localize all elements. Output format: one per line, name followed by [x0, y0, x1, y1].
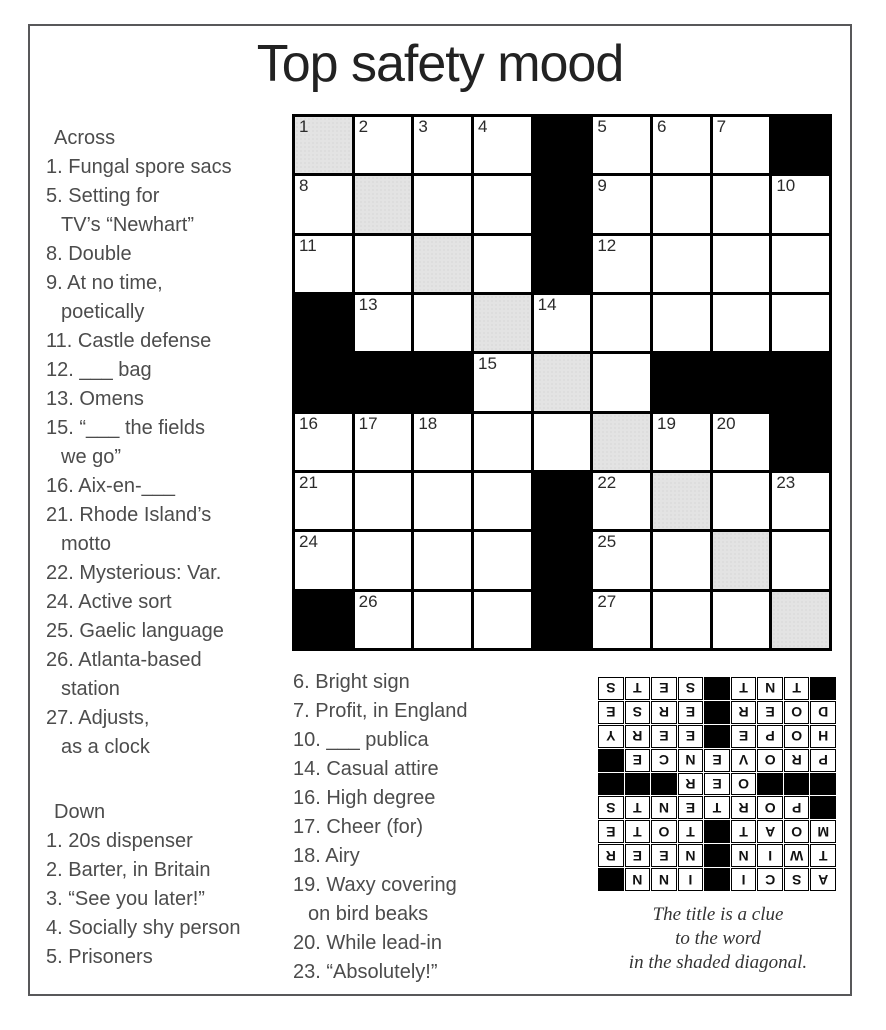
grid-cell[interactable]: [772, 532, 829, 588]
grid-cell[interactable]: [772, 473, 829, 529]
cell-number: 12: [597, 235, 617, 255]
clue-line: 5. Setting for: [46, 185, 160, 207]
grid-cell[interactable]: [534, 414, 591, 470]
clue-line: 24. Active sort: [46, 591, 172, 613]
cell-number: 7: [716, 117, 727, 136]
solution-letter-cell: E: [678, 796, 704, 819]
block-cell: [713, 354, 770, 410]
solution-block-cell: [598, 749, 624, 772]
solution-letter-cell: R: [731, 701, 757, 724]
solution-letter-cell: E: [651, 677, 677, 700]
clue-line: as a clock: [61, 736, 150, 758]
solution-letter-cell: R: [651, 701, 677, 724]
cell-number: 1: [299, 117, 309, 136]
clue-line: on bird beaks: [308, 903, 429, 925]
solution-letter-cell: E: [625, 844, 651, 867]
cell-number: 11: [299, 235, 317, 255]
grid-cell[interactable]: [414, 592, 471, 648]
solution-letter-cell: E: [678, 725, 704, 748]
solution-block-cell: [598, 773, 624, 796]
grid-cell[interactable]: [713, 473, 770, 529]
grid-cell[interactable]: [772, 176, 829, 232]
solution-block-cell: [704, 677, 730, 700]
cell-number: 18: [418, 413, 438, 433]
solution-letter-cell: T: [625, 677, 651, 700]
cell-number: 6: [657, 117, 667, 136]
block-cell: [295, 354, 352, 410]
block-cell: [295, 592, 352, 648]
grid-cell[interactable]: [414, 117, 471, 173]
block-cell: [653, 354, 710, 410]
cell-number: 4: [478, 117, 488, 136]
solution-letter-cell: N: [731, 844, 757, 867]
grid-cell[interactable]: [534, 295, 591, 351]
clue-line: 10. ___ publica: [293, 729, 429, 751]
solution-letter-cell: N: [757, 677, 783, 700]
shaded-grid-cell[interactable]: [474, 295, 531, 351]
down-clue-list-continued: [293, 668, 585, 987]
grid-cell[interactable]: [474, 354, 531, 410]
solution-letter-cell: O: [651, 820, 677, 843]
clue-line: poetically: [61, 301, 145, 323]
grid-cell[interactable]: [713, 117, 770, 173]
clue-line: 12. ___ bag: [46, 359, 152, 381]
solution-letter-cell: I: [731, 868, 757, 891]
solution-letter-cell: T: [731, 820, 757, 843]
clue-line: 17. Cheer (for): [293, 816, 424, 838]
grid-cell[interactable]: [593, 473, 650, 529]
clue-line: 20. While lead-in: [293, 932, 442, 954]
solution-letter-cell: O: [784, 725, 810, 748]
solution-letter-cell: O: [757, 749, 783, 772]
clue-line: 18. Airy: [293, 845, 360, 867]
solution-letter-cell: O: [784, 701, 810, 724]
block-cell: [534, 236, 591, 292]
grid-cell[interactable]: [713, 592, 770, 648]
clue-line: 16. High degree: [293, 787, 436, 809]
grid-cell[interactable]: [355, 592, 412, 648]
grid-cell[interactable]: [414, 414, 471, 470]
clue-line: 27. Adjusts,: [46, 707, 150, 729]
block-cell: [772, 117, 829, 173]
clue-line: motto: [61, 533, 112, 555]
left-clue-column: [46, 124, 298, 972]
solution-letter-cell: E: [731, 725, 757, 748]
grid-cell[interactable]: [295, 414, 352, 470]
solution-letter-cell: E: [651, 844, 677, 867]
solution-letter-cell: A: [757, 820, 783, 843]
block-cell: [772, 414, 829, 470]
block-cell: [355, 354, 412, 410]
grid-cell[interactable]: [355, 295, 412, 351]
clue-line: 7. Profit, in England: [293, 700, 468, 722]
solution-letter-cell: E: [678, 701, 704, 724]
shaded-grid-cell[interactable]: [593, 414, 650, 470]
cell-number: 3: [418, 117, 428, 136]
clue-line: 11. Castle defense: [46, 330, 212, 352]
grid-cell[interactable]: [593, 592, 650, 648]
grid-cell[interactable]: [414, 176, 471, 232]
crossword-grid: [292, 114, 832, 651]
block-cell: [295, 295, 352, 351]
grid-cell[interactable]: [474, 236, 531, 292]
solution-letter-cell: S: [678, 677, 704, 700]
clue-line: 4. Socially shy person: [46, 917, 241, 939]
solution-letter-cell: A: [810, 868, 836, 891]
hint-note: [570, 903, 866, 975]
hint-note-line: to the word: [675, 928, 761, 949]
solution-letter-cell: N: [678, 844, 704, 867]
solution-letter-cell: C: [757, 868, 783, 891]
solution-letter-cell: S: [784, 868, 810, 891]
grid-cell[interactable]: [653, 295, 710, 351]
block-cell: [534, 117, 591, 173]
solution-block-cell: [704, 844, 730, 867]
solution-block-cell: [651, 773, 677, 796]
solution-letter-cell: I: [757, 844, 783, 867]
clue-line: 5. Prisoners: [46, 946, 153, 968]
solution-letter-cell: E: [598, 701, 624, 724]
solution-block-cell: [704, 725, 730, 748]
solution-letter-cell: E: [704, 749, 730, 772]
clue-line: 2. Barter, in Britain: [46, 859, 211, 881]
block-cell: [534, 176, 591, 232]
solution-letter-cell: N: [678, 749, 704, 772]
grid-cell[interactable]: [474, 532, 531, 588]
grid-cell[interactable]: [355, 532, 412, 588]
clue-line: 19. Waxy covering: [293, 874, 457, 896]
grid-cell[interactable]: [713, 176, 770, 232]
solution-letter-cell: O: [784, 820, 810, 843]
clue-line: 22. Mysterious: Var.: [46, 562, 222, 584]
cell-number: 26: [358, 591, 378, 611]
shaded-grid-cell[interactable]: [295, 117, 352, 173]
solution-block-cell: [625, 773, 651, 796]
grid-cell[interactable]: [474, 176, 531, 232]
grid-cell[interactable]: [414, 532, 471, 588]
cell-number: 22: [597, 472, 617, 492]
solution-letter-cell: Y: [598, 725, 624, 748]
clue-line: 9. At no time,: [46, 272, 163, 294]
cell-number: 17: [358, 413, 378, 433]
clue-line: TV’s “Newhart”: [61, 214, 194, 236]
solution-letter-cell: P: [757, 725, 783, 748]
grid-cell[interactable]: [593, 354, 650, 410]
grid-cell[interactable]: [713, 295, 770, 351]
solution-letter-cell: N: [625, 868, 651, 891]
across-clue-list: [46, 153, 298, 762]
solution-letter-cell: T: [810, 844, 836, 867]
shaded-grid-cell[interactable]: [355, 176, 412, 232]
clue-line: 6. Bright sign: [293, 671, 410, 693]
clue-line: 1. Fungal spore sacs: [46, 156, 232, 178]
cell-number: 24: [299, 532, 318, 552]
column-spacer: [46, 762, 298, 798]
solution-block-cell: [704, 820, 730, 843]
solution-block-cell: [598, 868, 624, 891]
grid-cell[interactable]: [295, 532, 352, 588]
block-cell: [534, 592, 591, 648]
grid-cell[interactable]: [474, 117, 531, 173]
across-heading: Across: [54, 127, 116, 149]
cell-number: 2: [358, 117, 369, 136]
solution-block-cell: [704, 701, 730, 724]
clue-line: 8. Double: [46, 243, 132, 265]
solution-letter-cell: T: [704, 796, 730, 819]
grid-cell[interactable]: [474, 473, 531, 529]
block-cell: [534, 473, 591, 529]
grid-cell[interactable]: [772, 236, 829, 292]
solution-letter-cell: R: [625, 725, 651, 748]
cell-number: 10: [776, 176, 796, 196]
clue-line: 1. 20s dispenser: [46, 830, 193, 852]
shaded-grid-cell[interactable]: [772, 592, 829, 648]
down-heading: Down: [54, 801, 106, 823]
solution-block-cell: [757, 773, 783, 796]
grid-cell[interactable]: [593, 236, 650, 292]
block-cell: [534, 532, 591, 588]
cell-number: 23: [776, 472, 796, 492]
grid-cell[interactable]: [653, 532, 710, 588]
grid-cell[interactable]: [355, 414, 412, 470]
solution-letter-cell: O: [757, 796, 783, 819]
solution-letter-cell: R: [784, 749, 810, 772]
clue-line: 13. Omens: [46, 388, 144, 410]
solution-letter-cell: D: [810, 701, 836, 724]
block-cell: [414, 354, 471, 410]
solution-letter-cell: T: [625, 820, 651, 843]
solution-grid-rotated: [598, 677, 836, 891]
solution-letter-cell: R: [678, 773, 704, 796]
cell-number: 13: [358, 294, 378, 314]
grid-cell[interactable]: [414, 473, 471, 529]
cell-number: 27: [597, 591, 617, 611]
solution-letter-cell: P: [810, 749, 836, 772]
solution-letter-cell: E: [625, 749, 651, 772]
grid-cell[interactable]: [653, 117, 710, 173]
cell-number: 21: [299, 472, 318, 492]
solution-letter-cell: M: [810, 820, 836, 843]
grid-cell[interactable]: [772, 295, 829, 351]
solution-letter-cell: S: [598, 796, 624, 819]
grid-cell[interactable]: [414, 295, 471, 351]
cell-number: 14: [537, 294, 557, 314]
solution-letter-cell: E: [598, 820, 624, 843]
solution-block-cell: [810, 677, 836, 700]
grid-cell[interactable]: [355, 236, 412, 292]
shaded-grid-cell[interactable]: [414, 236, 471, 292]
clue-line: 26. Atlanta-based: [46, 649, 202, 671]
cell-number: 8: [299, 176, 309, 196]
solution-letter-cell: R: [598, 844, 624, 867]
grid-cell[interactable]: [474, 414, 531, 470]
solution-letter-cell: N: [651, 868, 677, 891]
grid-cell[interactable]: [295, 176, 352, 232]
clue-line: 23. “Absolutely!”: [293, 961, 438, 983]
grid-cell[interactable]: [474, 592, 531, 648]
shaded-grid-cell[interactable]: [534, 354, 591, 410]
grid-cell[interactable]: [713, 236, 770, 292]
grid-cell[interactable]: [593, 295, 650, 351]
cell-number: 25: [597, 532, 617, 552]
clue-line: 14. Casual attire: [293, 758, 439, 780]
grid-cell[interactable]: [653, 236, 710, 292]
clue-line: 25. Gaelic language: [46, 620, 224, 642]
clue-line: 15. “___ the fields: [46, 417, 205, 439]
solution-letter-cell: E: [704, 773, 730, 796]
grid-cell[interactable]: [295, 473, 352, 529]
solution-letter-cell: P: [784, 796, 810, 819]
solution-letter-cell: C: [651, 749, 677, 772]
solution-letter-cell: E: [757, 701, 783, 724]
solution-letter-cell: S: [598, 677, 624, 700]
solution-letter-cell: T: [678, 820, 704, 843]
puzzle-title: Top safety mood: [256, 35, 624, 93]
solution-letter-cell: T: [784, 677, 810, 700]
cell-number: 16: [299, 413, 318, 433]
solution-letter-cell: I: [678, 868, 704, 891]
grid-cell[interactable]: [653, 592, 710, 648]
solution-block-cell: [810, 773, 836, 796]
hint-note-line: in the shaded diagonal.: [628, 952, 808, 973]
solution-block-cell: [810, 796, 836, 819]
shaded-grid-cell[interactable]: [653, 473, 710, 529]
solution-block-cell: [704, 868, 730, 891]
solution-letter-cell: T: [731, 677, 757, 700]
cell-number: 20: [716, 413, 736, 433]
grid-cell[interactable]: [593, 532, 650, 588]
down-clue-list: [46, 827, 298, 972]
clue-line: 3. “See you later!”: [46, 888, 205, 910]
solution-letter-cell: T: [625, 796, 651, 819]
solution-letter-cell: W: [784, 844, 810, 867]
block-cell: [772, 354, 829, 410]
solution-letter-cell: N: [651, 796, 677, 819]
grid-cell[interactable]: [295, 236, 352, 292]
cell-number: 9: [597, 176, 607, 196]
hint-note-line: The title is a clue: [652, 904, 784, 925]
solution-letter-cell: R: [731, 796, 757, 819]
cell-number: 19: [657, 413, 676, 433]
grid-cell[interactable]: [355, 473, 412, 529]
solution-block-cell: [784, 773, 810, 796]
clue-line: 21. Rhode Island’s: [46, 504, 212, 526]
solution-letter-cell: V: [731, 749, 757, 772]
grid-cell[interactable]: [653, 176, 710, 232]
solution-letter-cell: E: [651, 725, 677, 748]
clue-line: we go”: [61, 446, 122, 468]
grid-cell[interactable]: [593, 176, 650, 232]
cell-number: 5: [597, 117, 607, 136]
grid-cell[interactable]: [355, 117, 412, 173]
clue-line: 16. Aix-en-___: [46, 475, 175, 497]
grid-cell[interactable]: [713, 414, 770, 470]
solution-letter-cell: H: [810, 725, 836, 748]
cell-number: 15: [478, 354, 497, 374]
grid-cell[interactable]: [593, 117, 650, 173]
solution-letter-cell: S: [625, 701, 651, 724]
solution-letter-cell: O: [731, 773, 757, 796]
clue-line: station: [61, 678, 120, 700]
grid-cell[interactable]: [653, 414, 710, 470]
shaded-grid-cell[interactable]: [713, 532, 770, 588]
